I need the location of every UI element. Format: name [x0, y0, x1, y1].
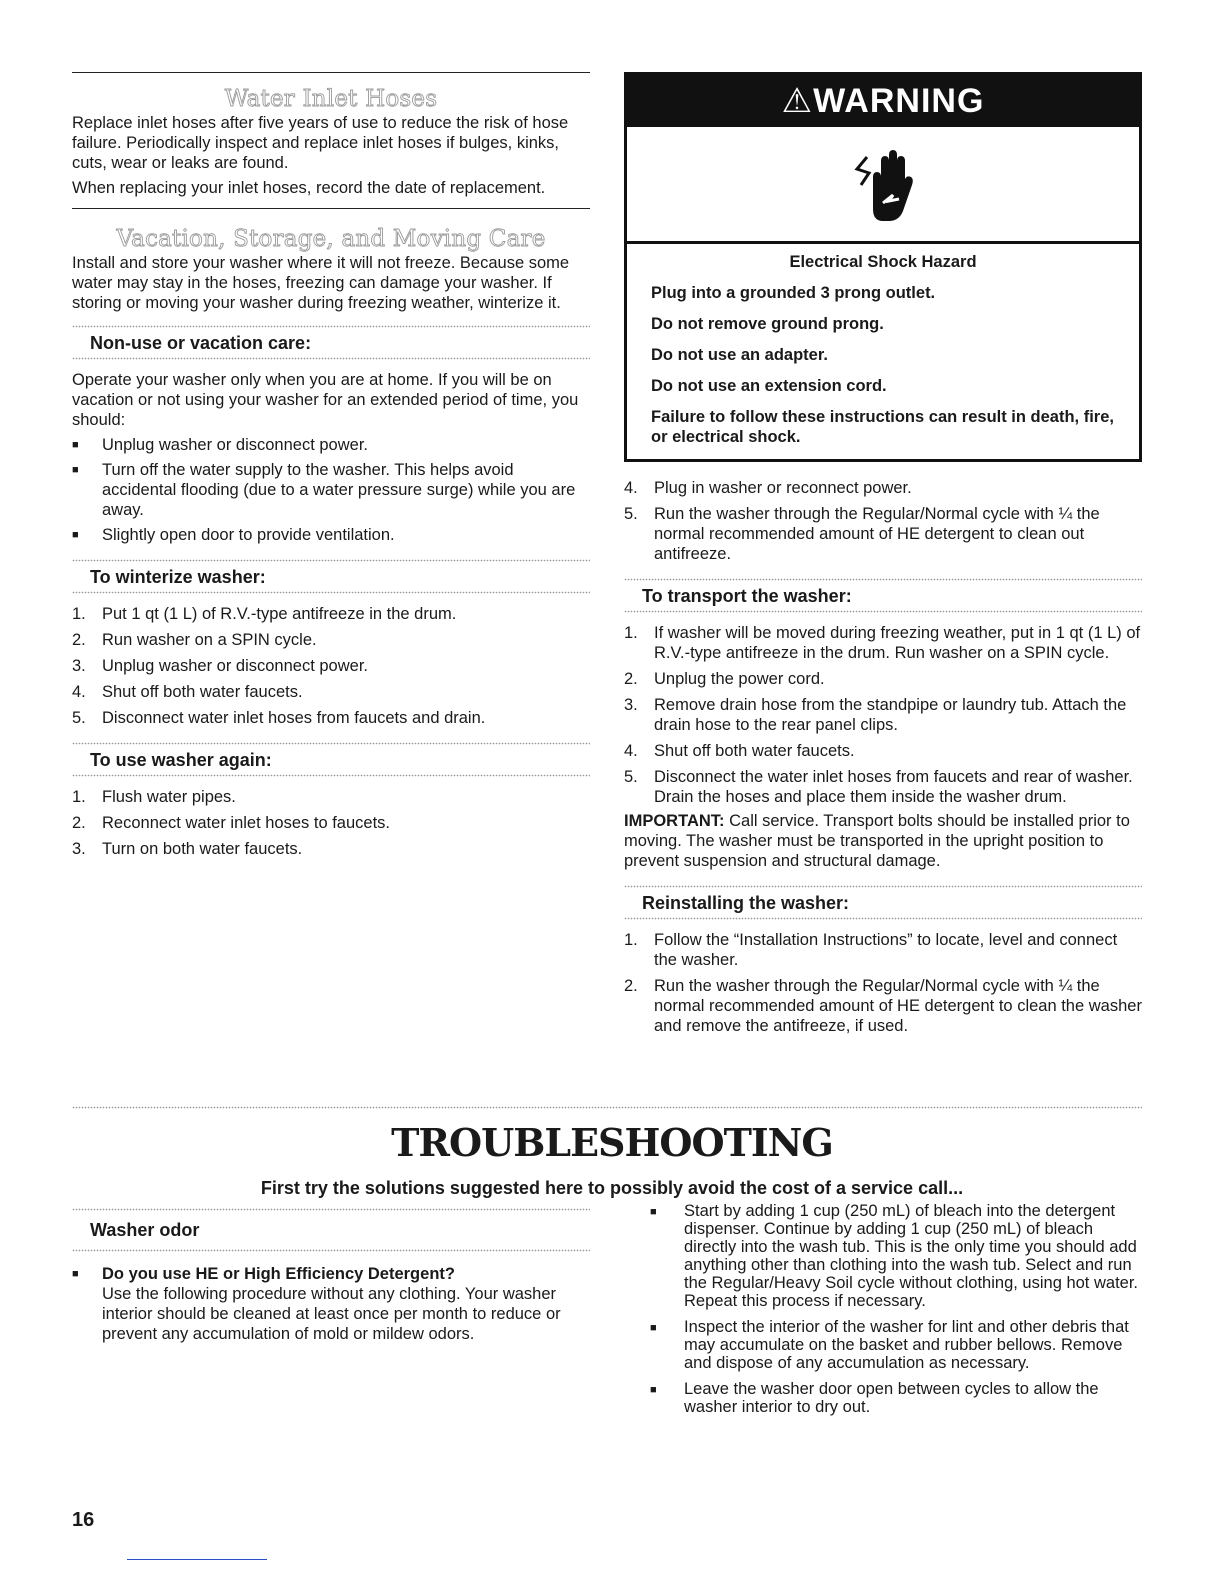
list-item: 4. Shut off both water faucets.	[72, 683, 303, 701]
important-note: IMPORTANT: Call service. Transport bolts should be installed prior to moving. The washer must be transported in the upright position to prevent suspension and structural damage.	[624, 812, 1130, 870]
dotted-rule	[72, 1249, 590, 1252]
list-item: 2. Reconnect water inlet hoses to faucets.	[72, 814, 390, 832]
list-item: 3. Turn on both water faucets.	[72, 840, 303, 858]
warning-line: Failure to follow these instructions can result in death, fire, or electrical shock.	[651, 408, 1114, 446]
list-item: ■ Inspect the interior of the washer for lint and other debris that may accumulate on the basket and rubber bellows. Remove and dispose of any accumulation as necessary.	[650, 1318, 1129, 1372]
warning-header	[627, 75, 1139, 127]
list-item: 1. Put 1 qt (1 L) of R.V.-type antifreeze in the drum.	[72, 605, 457, 623]
water-inlet-hoses-heading: Water Inlet Hoses	[224, 86, 438, 112]
left-column	[72, 72, 590, 859]
water-inlet-paragraph: When replacing your inlet hoses, record the date of replacement.	[72, 179, 546, 197]
right-column	[624, 72, 1142, 1036]
list-item: ■ Unplug washer or disconnect power.	[72, 436, 368, 454]
warning-box	[624, 72, 1142, 462]
warning-line: Do not remove ground prong.	[651, 315, 884, 333]
odor-text: Use the following procedure without any clothing. Your washer interior should be cleaned at least once per month to reduce or prevent any accumulation of mold or mildew odors.	[102, 1285, 561, 1343]
list-item: 4. Shut off both water faucets.	[624, 742, 855, 760]
troubleshooting-left	[72, 1208, 590, 1344]
list-item: ■ Leave the washer door open between cycles to allow the washer interior to dry out.	[650, 1380, 1099, 1416]
list-item: ■ Turn off the water supply to the washer. This helps avoid accidental flooding (due to a water pressure surge) while you are away.	[72, 461, 576, 519]
troubleshooting-right	[650, 1202, 1142, 1416]
bullet-icon: ■	[72, 1268, 79, 1280]
electric-shock-icon	[843, 139, 923, 229]
warning-line: Plug into a grounded 3 prong outlet.	[651, 284, 936, 302]
list-item: 5. Disconnect the water inlet hoses from faucets and rear of washer. Drain the hoses and place them inside the washer drum.	[624, 768, 1133, 806]
list-item: 4. Plug in washer or reconnect power.	[624, 479, 912, 497]
bullet-icon: ■	[72, 529, 79, 541]
list-item: 2. Unplug the power cord.	[624, 670, 825, 688]
warning-title: ⚠WARNING	[781, 82, 985, 120]
non-use-heading: Non-use or vacation care:	[90, 333, 312, 353]
odor-question: Do you use HE or High Efficiency Detergent?	[102, 1265, 455, 1283]
troubleshooting-title: TROUBLESHOOTING	[391, 1120, 833, 1165]
warning-hazard: Electrical Shock Hazard	[789, 253, 977, 271]
non-use-intro: Operate your washer only when you are at home. If you will be on vacation or not using your washer for an extended period of time, you should:	[72, 371, 579, 429]
list-item: 2. Run washer on a SPIN cycle.	[72, 631, 317, 649]
warning-line: Do not use an adapter.	[651, 346, 828, 364]
list-item: 1. Flush water pipes.	[72, 788, 236, 806]
bullet-icon: ■	[72, 464, 79, 476]
footer-line	[127, 1559, 267, 1560]
list-item: 3. Unplug washer or disconnect power.	[72, 657, 368, 675]
section-rule	[72, 208, 590, 209]
list-item: 2. Run the washer through the Regular/Normal cycle with ¼ the normal recommended amount of HE detergent to clean the washer and remove the antifreeze, if used.	[624, 977, 1142, 1035]
transport-heading: To transport the washer:	[642, 586, 852, 606]
page-number: 16	[72, 1509, 95, 1531]
list-item: ■ Start by adding 1 cup (250 mL) of bleach into the detergent dispenser. Continue by adding 1 cup (250 mL) of bleach directly into the wash tub. This is the only time you should add anything other than clothing into the wash tub. Select and run the Regular/Heavy Soil cycle without clothing, using hot water. Repeat this process if necessary.	[650, 1202, 1138, 1310]
vacation-intro: Install and store your washer where it will not freeze. Because some water may stay in the hoses, freezing can damage your washer. If storing or moving your washer during freezing weather, winterize it.	[72, 254, 570, 312]
list-item: ■ Slightly open door to provide ventilation.	[72, 526, 395, 544]
water-inlet-paragraph: Replace inlet hoses after five years of use to reduce the risk of hose failure. Periodically inspect and replace inlet hoses if bulges, kinks, cuts, wear or leaks are found.	[72, 114, 569, 172]
bullet-icon: ■	[650, 1206, 657, 1218]
dotted-rule	[72, 357, 590, 360]
washer-odor-heading: Washer odor	[90, 1220, 200, 1240]
list-item	[72, 1264, 590, 1344]
list-item: 1. If washer will be moved during freezing weather, put in 1 qt (1 L) of R.V.-type antifreeze in the drum. Run washer on a SPIN cycle.	[624, 624, 1141, 662]
list-item: 5. Disconnect water inlet hoses from faucets and drain.	[72, 709, 486, 727]
use-again-heading: To use washer again:	[90, 750, 272, 770]
list-item: 1. Follow the “Installation Instructions” to locate, level and connect the washer.	[624, 931, 1118, 969]
vacation-storage-heading: Vacation, Storage, and Moving Care	[116, 226, 546, 252]
reinstall-heading: Reinstalling the washer:	[642, 893, 850, 913]
winterize-heading: To winterize washer:	[90, 567, 266, 587]
bullet-icon: ■	[72, 439, 79, 451]
bullet-icon: ■	[650, 1322, 657, 1334]
warning-line: Do not use an extension cord.	[651, 377, 887, 395]
section-rule	[72, 72, 590, 73]
list-item: 5. Run the washer through the Regular/Normal cycle with ¼ the normal recommended amount of HE detergent to clean out antifreeze.	[624, 505, 1100, 563]
list-item: 3. Remove drain hose from the standpipe or laundry tub. Attach the drain hose to the rear panel clips.	[624, 696, 1127, 734]
bullet-icon: ■	[650, 1384, 657, 1396]
troubleshooting-subtitle: First try the solutions suggested here to possibly avoid the cost of a service call...	[260, 1178, 964, 1198]
dotted-rule	[72, 1106, 1142, 1109]
